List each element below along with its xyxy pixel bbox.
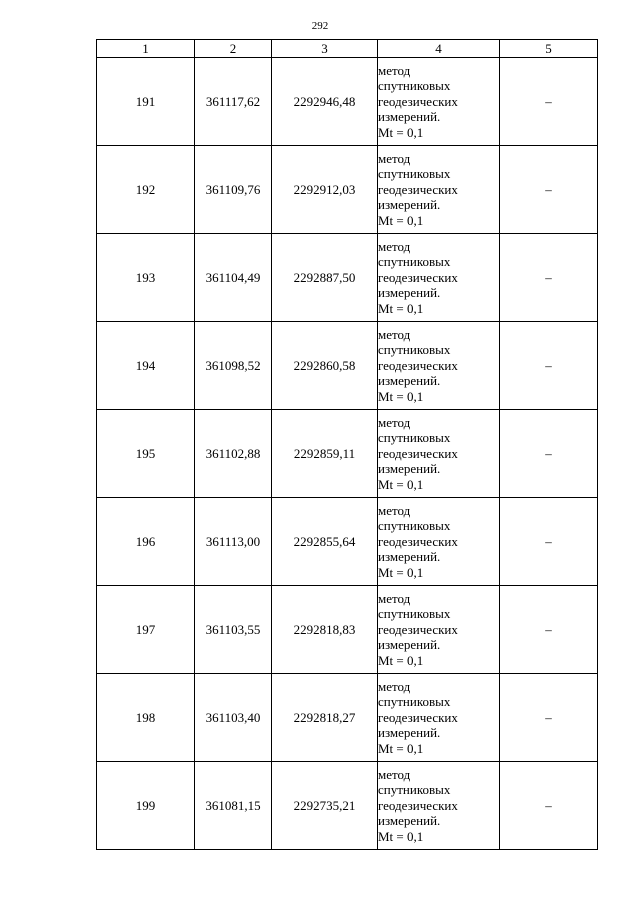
method-line: измерений. (378, 549, 441, 565)
method-line: геодезических (378, 269, 458, 285)
note-cell: – (500, 498, 598, 586)
x-coordinate-cell: 361113,00 (195, 498, 272, 586)
method-line: Mt = 0,1 (378, 828, 424, 844)
x-coordinate-cell: 361081,15 (195, 762, 272, 850)
coordinates-table (96, 39, 598, 850)
method-line: геодезических (378, 93, 458, 109)
y-coordinate-cell: 2292735,21 (272, 762, 378, 850)
method-line: метод (378, 238, 411, 254)
note-cell: – (500, 58, 598, 146)
method-line: метод (378, 678, 411, 694)
method-line: метод (378, 326, 411, 342)
method-cell (378, 586, 500, 674)
point-number-cell: 193 (97, 234, 195, 322)
method-cell (378, 410, 500, 498)
point-number-cell: 198 (97, 674, 195, 762)
table-row (97, 762, 598, 850)
method-line: метод (378, 766, 411, 782)
method-line: измерений. (378, 637, 441, 653)
method-line: спутниковых (378, 166, 451, 182)
method-line: Mt = 0,1 (378, 652, 424, 668)
method-line: метод (378, 502, 411, 518)
method-line: Mt = 0,1 (378, 740, 424, 756)
table-row (97, 234, 598, 322)
method-line: метод (378, 414, 411, 430)
note-cell: – (500, 586, 598, 674)
method-cell (378, 322, 500, 410)
method-line: измерений. (378, 461, 441, 477)
table-row (97, 322, 598, 410)
point-number-cell: 192 (97, 146, 195, 234)
header-col-4: 4 (378, 40, 500, 58)
method-line: Mt = 0,1 (378, 564, 424, 580)
method-line: метод (378, 62, 411, 78)
y-coordinate-cell: 2292860,58 (272, 322, 378, 410)
method-line: измерений. (378, 285, 441, 301)
method-line: измерений. (378, 725, 441, 741)
note-cell: – (500, 146, 598, 234)
method-cell (378, 234, 500, 322)
method-line: измерений. (378, 373, 441, 389)
method-line: геодезических (378, 181, 458, 197)
y-coordinate-cell: 2292818,83 (272, 586, 378, 674)
header-col-5: 5 (500, 40, 598, 58)
table-row (97, 498, 598, 586)
method-line: геодезических (378, 357, 458, 373)
method-line: метод (378, 150, 411, 166)
method-line: Mt = 0,1 (378, 124, 424, 140)
y-coordinate-cell: 2292859,11 (272, 410, 378, 498)
method-line: спутниковых (378, 430, 451, 446)
method-line: геодезических (378, 445, 458, 461)
method-line: измерений. (378, 197, 441, 213)
method-line: геодезических (378, 621, 458, 637)
method-line: спутниковых (378, 606, 451, 622)
page-number: 292 (311, 20, 329, 32)
method-line: Mt = 0,1 (378, 476, 424, 492)
note-cell: – (500, 762, 598, 850)
y-coordinate-cell: 2292855,64 (272, 498, 378, 586)
method-line: измерений. (378, 813, 441, 829)
method-line: спутниковых (378, 78, 451, 94)
method-line: Mt = 0,1 (378, 212, 424, 228)
method-cell (378, 762, 500, 850)
method-cell (378, 58, 500, 146)
point-number-cell: 194 (97, 322, 195, 410)
x-coordinate-cell: 361117,62 (195, 58, 272, 146)
method-cell (378, 498, 500, 586)
method-line: спутниковых (378, 254, 451, 270)
y-coordinate-cell: 2292946,48 (272, 58, 378, 146)
method-line: геодезических (378, 709, 458, 725)
table-header-row (97, 40, 598, 58)
y-coordinate-cell: 2292887,50 (272, 234, 378, 322)
header-col-1: 1 (97, 40, 195, 58)
point-number-cell: 199 (97, 762, 195, 850)
method-line: Mt = 0,1 (378, 388, 424, 404)
method-line: спутниковых (378, 782, 451, 798)
x-coordinate-cell: 361103,55 (195, 586, 272, 674)
note-cell: – (500, 674, 598, 762)
point-number-cell: 196 (97, 498, 195, 586)
note-cell: – (500, 410, 598, 498)
method-line: спутниковых (378, 342, 451, 358)
method-line: метод (378, 590, 411, 606)
y-coordinate-cell: 2292912,03 (272, 146, 378, 234)
note-cell: – (500, 322, 598, 410)
header-col-2: 2 (195, 40, 272, 58)
x-coordinate-cell: 361102,88 (195, 410, 272, 498)
table-row (97, 674, 598, 762)
table-row (97, 410, 598, 498)
method-line: геодезических (378, 533, 458, 549)
x-coordinate-cell: 361098,52 (195, 322, 272, 410)
method-cell (378, 146, 500, 234)
point-number-cell: 191 (97, 58, 195, 146)
method-line: спутниковых (378, 518, 451, 534)
table-row (97, 146, 598, 234)
y-coordinate-cell: 2292818,27 (272, 674, 378, 762)
table-row (97, 58, 598, 146)
x-coordinate-cell: 361103,40 (195, 674, 272, 762)
method-line: измерений. (378, 109, 441, 125)
table-body (97, 58, 598, 850)
table-row (97, 586, 598, 674)
point-number-cell: 195 (97, 410, 195, 498)
method-line: геодезических (378, 797, 458, 813)
note-cell: – (500, 234, 598, 322)
method-line: Mt = 0,1 (378, 300, 424, 316)
x-coordinate-cell: 361109,76 (195, 146, 272, 234)
method-cell (378, 674, 500, 762)
method-line: спутниковых (378, 694, 451, 710)
x-coordinate-cell: 361104,49 (195, 234, 272, 322)
header-col-3: 3 (272, 40, 378, 58)
point-number-cell: 197 (97, 586, 195, 674)
